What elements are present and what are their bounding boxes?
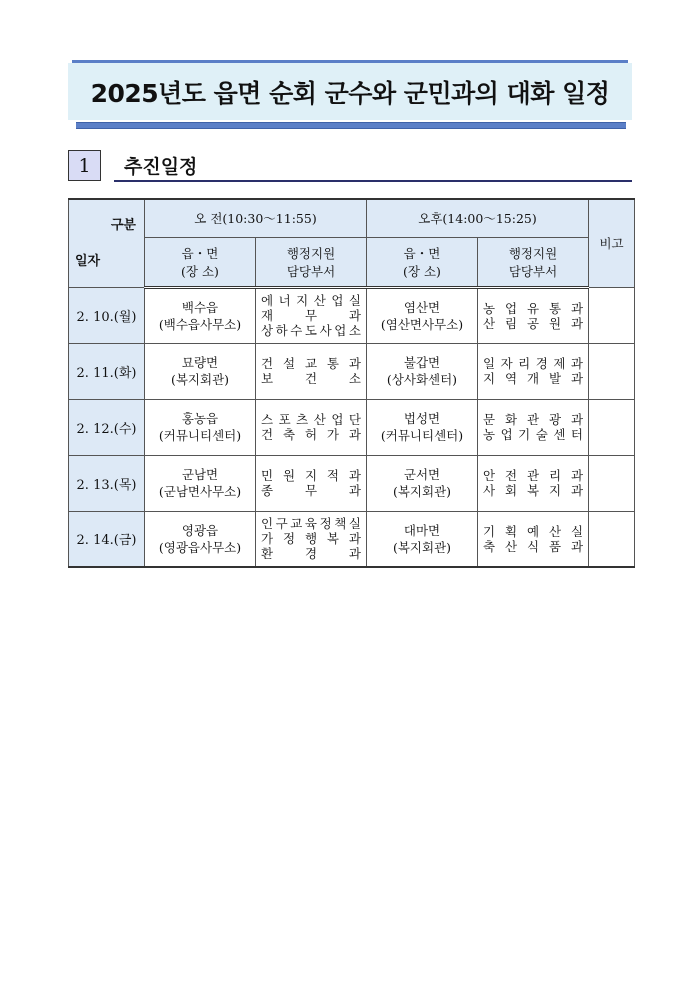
dept-line: 사 회 복 지 과 <box>483 483 584 498</box>
pm-town: 법성면 <box>403 411 441 426</box>
am-dept-cell <box>256 511 367 567</box>
am-town: 군남면 <box>181 467 219 482</box>
corner-label-category: 구분 <box>110 218 136 233</box>
header-line: 담당부서 <box>508 263 558 279</box>
note-header: 비고 <box>589 199 635 287</box>
table-row <box>69 399 635 455</box>
dept-line: 농 업 유 통 과 <box>483 300 584 316</box>
pm-place-cell <box>367 455 478 511</box>
pm-venue: (커뮤니티센터) <box>380 428 464 443</box>
header-line: 행정지원 <box>508 245 558 261</box>
am-venue: (커뮤니티센터) <box>158 428 242 443</box>
am-town: 홍농읍 <box>181 411 219 426</box>
header-line: 읍・면 <box>403 245 441 261</box>
note-cell <box>589 343 635 399</box>
am-dept-cell <box>256 399 367 455</box>
title-box <box>68 63 632 120</box>
corner-label-date: 일자 <box>75 253 101 269</box>
document-title-banner <box>68 60 632 129</box>
dept-line: 민 원 지 적 과 <box>261 468 361 483</box>
pm-dept-cell <box>478 287 589 343</box>
dept-line: 축 산 식 품 과 <box>483 538 584 554</box>
dept-line: 지 역 개 발 과 <box>483 371 584 386</box>
document-title: 2025년도 읍면 순회 군수와 군민과의 대화 일정 <box>90 78 610 108</box>
am-place-cell <box>145 399 256 455</box>
section-number-badge: 1 <box>68 150 101 181</box>
note-cell <box>589 511 635 567</box>
dept-line: 안 전 관 리 과 <box>483 468 584 483</box>
dept-line: 건 설 교 통 과 <box>261 356 361 371</box>
pm-place-cell <box>367 287 478 343</box>
pm-place-cell <box>367 399 478 455</box>
pm-town: 군서면 <box>403 467 441 482</box>
dept-line: 산 림 공 원 과 <box>483 315 584 331</box>
date-cell: 2. 11.(화) <box>69 343 145 399</box>
am-dept-cell <box>256 287 367 343</box>
header-line: (장 소) <box>403 263 441 279</box>
pm-dept-cell <box>478 399 589 455</box>
pm-dept-header <box>478 237 589 287</box>
date-cell: 2. 13.(목) <box>69 455 145 511</box>
pm-town: 불갑면 <box>403 355 441 370</box>
section-heading <box>68 150 632 184</box>
pm-town: 대마면 <box>403 522 441 538</box>
am-place-cell <box>145 287 256 343</box>
pm-venue: (상사화센터) <box>386 372 458 387</box>
am-dept-cell <box>256 455 367 511</box>
table-row <box>69 343 635 399</box>
am-town: 영광읍 <box>181 522 219 538</box>
pm-venue: (복지회관) <box>392 484 452 499</box>
am-town: 묘량면 <box>181 355 219 370</box>
pm-header: 오후(14:00～15:25) <box>367 199 589 237</box>
dept-line: 스 포 츠 산 업 단 <box>261 412 361 427</box>
dept-line: 기 획 예 산 실 <box>483 523 584 539</box>
corner-header-cell <box>69 199 145 287</box>
pm-dept-cell <box>478 455 589 511</box>
dept-line: 농 업 기 술 센 터 <box>483 427 583 442</box>
dept-line: 건 축 허 가 과 <box>261 427 361 442</box>
note-cell <box>589 287 635 343</box>
am-venue: (영광읍사무소) <box>158 539 242 555</box>
pm-place-header <box>367 237 478 287</box>
am-venue: (백수읍사무소) <box>158 316 242 332</box>
section-title: 추진일정 <box>124 156 198 178</box>
note-cell <box>589 455 635 511</box>
header-line: 읍・면 <box>181 245 219 261</box>
table-row <box>69 287 635 343</box>
pm-town: 염산면 <box>403 299 441 315</box>
date-cell: 2. 12.(수) <box>69 399 145 455</box>
am-venue: (군남면사무소) <box>158 484 242 499</box>
note-cell <box>589 399 635 455</box>
am-place-cell <box>145 511 256 567</box>
pm-dept-cell <box>478 343 589 399</box>
dept-line: 문 화 관 광 과 <box>483 412 584 427</box>
am-place-header <box>145 237 256 287</box>
schedule-table <box>68 198 635 568</box>
date-cell: 2. 14.(금) <box>69 511 145 567</box>
section-underline <box>114 180 632 182</box>
dept-line: 인 구 교 육 정 책 실 <box>261 516 361 532</box>
pm-place-cell <box>367 343 478 399</box>
header-line: (장 소) <box>181 263 219 279</box>
dept-line: 에 너 지 산 업 실 <box>261 293 361 308</box>
dept-line: 재 무 과 <box>261 308 361 323</box>
am-dept-cell <box>256 343 367 399</box>
pm-venue: (복지회관) <box>392 539 452 555</box>
title-bottom-rule <box>76 122 626 129</box>
dept-line: 상 하 수 도 사 업 소 <box>261 323 361 338</box>
dept-line: 종 무 과 <box>261 483 361 498</box>
header-line: 담당부서 <box>286 263 336 279</box>
table-row <box>69 455 635 511</box>
am-town: 백수읍 <box>181 299 219 315</box>
header-line: 행정지원 <box>286 245 336 261</box>
am-dept-header <box>256 237 367 287</box>
dept-line: 일 자 리 경 제 과 <box>483 356 583 371</box>
am-place-cell <box>145 343 256 399</box>
pm-place-cell <box>367 511 478 567</box>
pm-venue: (염산면사무소) <box>380 316 464 332</box>
pm-dept-cell <box>478 511 589 567</box>
am-place-cell <box>145 455 256 511</box>
date-cell: 2. 10.(월) <box>69 287 145 343</box>
am-venue: (복지회관) <box>170 372 230 387</box>
dept-line: 보 건 소 <box>261 371 361 386</box>
dept-line: 가 정 행 복 과 <box>261 531 361 547</box>
table-row <box>69 511 635 567</box>
am-header: 오 전(10:30～11:55) <box>145 199 367 237</box>
dept-line: 환 경 과 <box>261 546 361 562</box>
